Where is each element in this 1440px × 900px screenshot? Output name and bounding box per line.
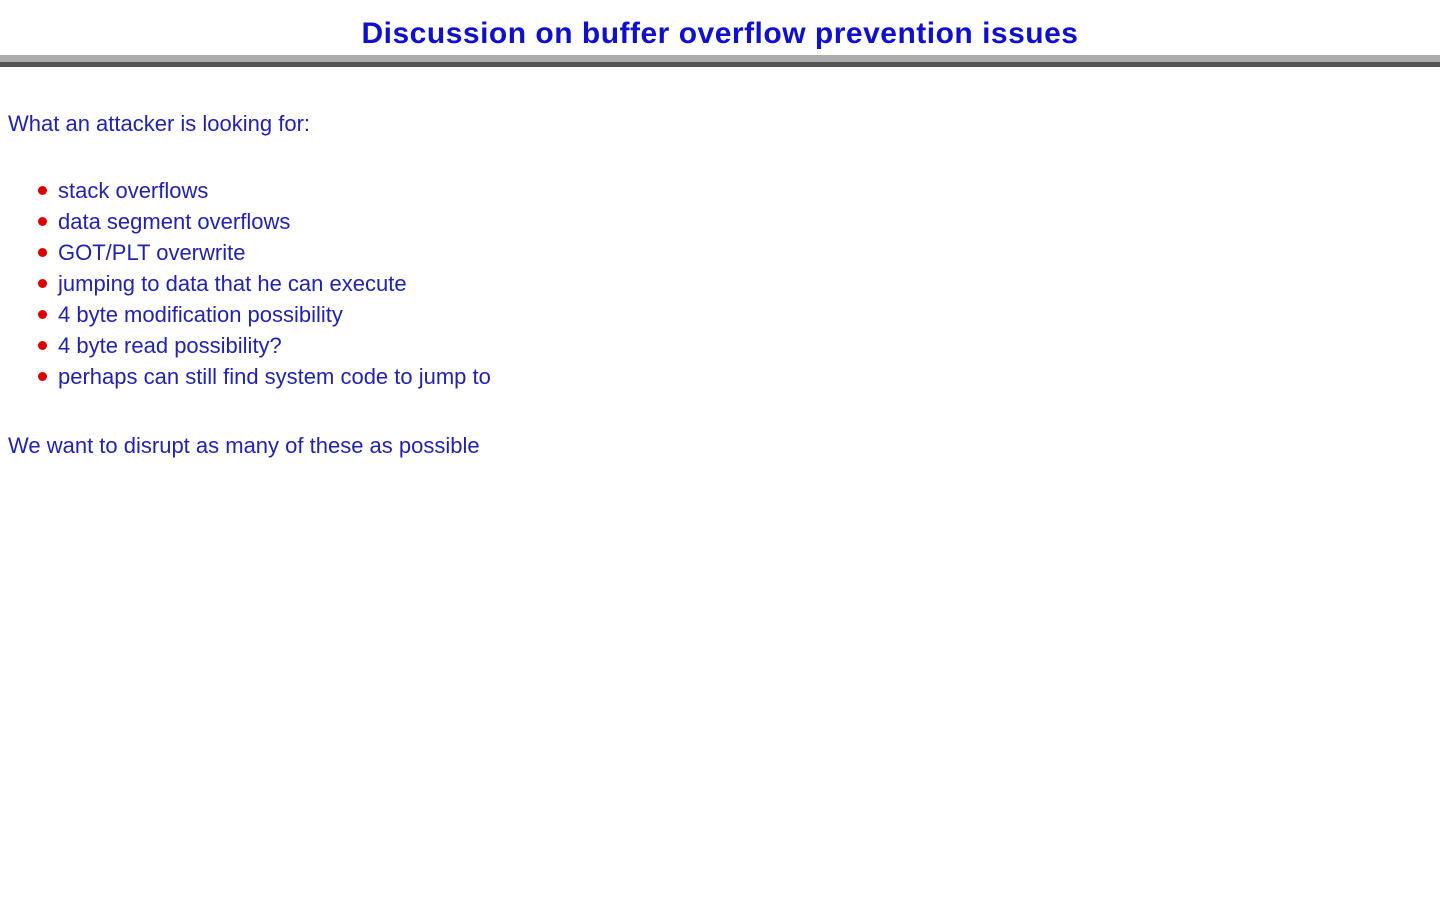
- bullet-icon: [38, 248, 47, 257]
- bullet-icon: [38, 186, 47, 195]
- divider-dark-band: [0, 62, 1440, 67]
- list-item: [0, 175, 491, 206]
- bullet-icon: [38, 217, 47, 226]
- bullet-icon: [38, 372, 47, 381]
- list-item: [0, 299, 491, 330]
- bullet-icon: [38, 279, 47, 288]
- list-item-text: 4 byte read possibility?: [58, 333, 282, 358]
- page-title: Discussion on buffer overflow prevention issues: [361, 17, 1079, 50]
- list-item: [0, 268, 491, 299]
- outro-text: We want to disrupt as many of these as possible: [8, 433, 480, 458]
- bullet-icon: [38, 341, 47, 350]
- list-item-text: perhaps can still find system code to jump to: [58, 364, 491, 389]
- divider-light-band: [0, 55, 1440, 62]
- list-item: [0, 237, 491, 268]
- list-item: [0, 330, 491, 361]
- bullet-icon: [38, 310, 47, 319]
- list-item-text: stack overflows: [58, 178, 209, 203]
- list-item: [0, 206, 491, 237]
- list-item-text: GOT/PLT overwrite: [58, 240, 246, 265]
- intro-text: What an attacker is looking for:: [8, 111, 311, 136]
- list-item-text: data segment overflows: [58, 209, 291, 234]
- attack-vector-list: [0, 175, 491, 392]
- list-item-text: jumping to data that he can execute: [58, 271, 407, 296]
- list-item: [0, 361, 491, 392]
- list-item-text: 4 byte modification possibility: [58, 302, 343, 327]
- title-divider: [0, 55, 1440, 67]
